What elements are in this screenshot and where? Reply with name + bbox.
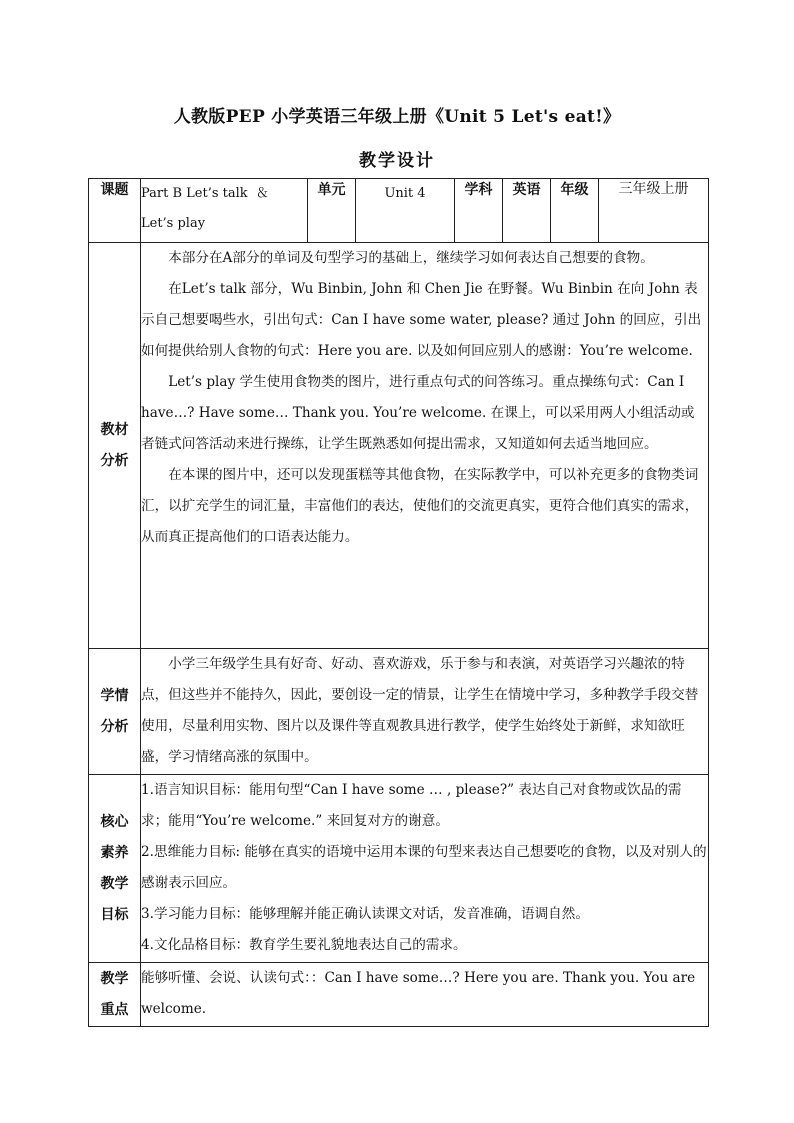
goal-item: 2.思维能力目标: 能够在真实的语境中运用本课的句型来表达自己想要吃的食物，以及对别人的感谢表示回应。 (141, 844, 707, 891)
subject-value: 英语 (503, 179, 551, 243)
textbook-analysis-content (141, 243, 709, 649)
learner-analysis-row (89, 649, 709, 775)
key-points-label: 教学 重点 (89, 963, 141, 1027)
key-points-row (89, 963, 709, 1027)
unit-value: Unit 4 (356, 179, 455, 243)
topic-value-line2: Let’s play (141, 216, 206, 231)
grade-value: 三年级上册 (599, 179, 709, 243)
goal-item: 3.学习能力目标：能够理解并能正确认读课文对话，发音准确，语调自然。 (141, 906, 589, 922)
subject-label: 学科 (455, 179, 503, 243)
key-points-text: 能够听懂、会说、认读句式：：Can I have some…? Here you are. Thank you. You are welcome. (141, 970, 696, 1017)
core-goals-content (141, 775, 709, 963)
textbook-paragraph: 在Let’s talk 部分，Wu Binbin, John 和 Chen Jie 在野餐。Wu Binbin 在向 John 表示自己想要喝些水，引出句式：Can I have some water, please? 通过 John 的回应，引出如何提供给别人食物的句式：Here you are. 以及如何回应别人的感谢：You’re welcome. (141, 281, 702, 359)
textbook-analysis-label: 教材 分析 (89, 243, 141, 649)
learner-analysis-content (141, 649, 709, 775)
textbook-analysis-row (89, 243, 709, 649)
grade-label: 年级 (551, 179, 599, 243)
key-points-content (141, 963, 709, 1027)
textbook-paragraph: 在本课的图片中，还可以发现蛋糕等其他食物，在实际教学中，可以补充更多的食物类词汇，以扩充学生的词汇量，丰富他们的表达，使他们的交流更真实，更符合他们真实的需求，从而真正提高他们的口语表达能力。 (141, 467, 699, 545)
lesson-plan-table (88, 178, 709, 1027)
goal-item: 4.文化品格目标：教育学生要礼貌地表达自己的需求。 (141, 937, 467, 953)
header-row (89, 179, 709, 243)
document-subtitle: 教学设计 (359, 151, 435, 171)
unit-label: 单元 (308, 179, 356, 243)
core-goals-row (89, 775, 709, 963)
learner-paragraph: 小学三年级学生具有好奇、好动、喜欢游戏，乐于参与和表演，对英语学习兴趣浓的特点，但这些并不能持久，因此，要创设一定的情景，让学生在情境中学习，多种教学手段交替使用，尽量利用实物、图片以及课件等直观教具进行教学，使学生始终处于新鲜，求知欲旺盛，学习情绪高涨的氛围中。 (141, 656, 699, 765)
learner-analysis-label: 学情 分析 (89, 649, 141, 775)
textbook-paragraph: Let’s play 学生使用食物类的图片，进行重点句式的问答练习。重点操练句式：Can I have…? Have some… Thank you. You’re welcome. 在课上，可以采用两人小组活动或者链式问答活动来进行操练，让学生既熟悉如何提出需求，又知道如何去适当地回应。 (141, 374, 695, 452)
topic-value (141, 179, 308, 243)
core-goals-label: 核心 素养 教学 目标 (89, 775, 141, 963)
topic-value-line1: Part B Let’s talk ＆ (141, 186, 269, 201)
textbook-paragraph: 本部分在A部分的单词及句型学习的基础上，继续学习如何表达自己想要的食物。 (168, 250, 654, 266)
goal-item: 1.语言知识目标：能用句型“Can I have some … , please?” 表达自己对食物或饮品的需求；能用“You’re welcome.” 来回复对方的谢意。 (141, 782, 682, 829)
topic-label: 课题 (89, 179, 141, 243)
document-title: 人教版PEP 小学英语三年级上册《Unit 5 Let's eat!》 (173, 107, 621, 127)
